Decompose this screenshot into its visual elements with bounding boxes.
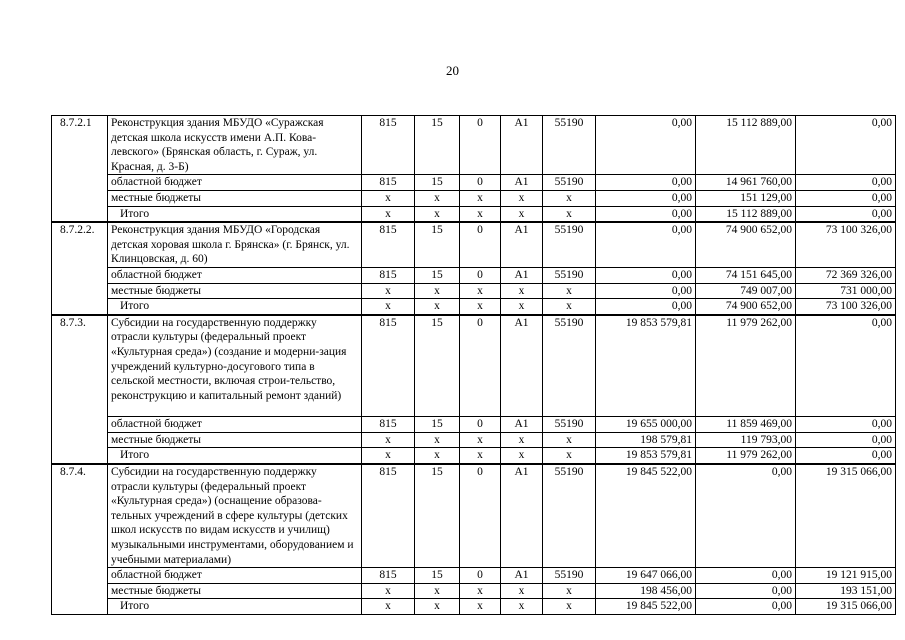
kbk-section-cell: х <box>415 432 460 448</box>
amount-3-cell: 72 369 326,00 <box>796 267 896 283</box>
amount-1-cell: 0,00 <box>596 267 696 283</box>
row-code-cell: 8.7.3. <box>52 315 108 464</box>
amount-1-cell: 19 845 522,00 <box>596 464 696 568</box>
table-row <box>52 417 896 433</box>
amount-2-cell: 74 900 652,00 <box>696 222 796 267</box>
kbk-subsection-cell: х <box>460 432 501 448</box>
row-name-cell: местные бюджеты <box>108 283 362 299</box>
amount-2-cell: 74 900 652,00 <box>696 299 796 315</box>
amount-2-cell: 0,00 <box>696 599 796 615</box>
kbk-ministry-cell: х <box>362 583 415 599</box>
kbk-subsection-cell: х <box>460 583 501 599</box>
kbk-target-cell: 55190 <box>543 175 596 191</box>
row-name-cell: Субсидии на государственную поддержку отрасли культуры (федеральный проект «Культурная среда») (оснащение образова-тельных учреждений в сфере культуры (детских школ искусств по видам искусств и училищ) музыкальными инструментами, оборудованием и учебными материалами) <box>108 464 362 568</box>
table-row <box>52 283 896 299</box>
kbk-ministry-cell: 815 <box>362 568 415 584</box>
kbk-ministry-cell: 815 <box>362 222 415 267</box>
kbk-ministry-cell: 815 <box>362 315 415 417</box>
kbk-target-cell: х <box>543 448 596 464</box>
kbk-ministry-cell: 815 <box>362 267 415 283</box>
kbk-section-cell: х <box>415 283 460 299</box>
table-row <box>52 206 896 222</box>
table-row <box>52 175 896 191</box>
row-name-cell: областной бюджет <box>108 417 362 433</box>
table-row <box>52 568 896 584</box>
kbk-target-cell: 55190 <box>543 315 596 417</box>
kbk-project-cell: A1 <box>501 568 543 584</box>
amount-2-cell: 14 961 760,00 <box>696 175 796 191</box>
table-row <box>52 299 896 315</box>
table-row <box>52 464 896 568</box>
row-code-cell: 8.7.2.1 <box>52 116 108 223</box>
row-name-cell: Реконструкция здания МБУДО «Городская детская хоровая школа г. Брянска» (г. Брянск, ул. Клинцовская, д. 60) <box>108 222 362 267</box>
kbk-section-cell: 15 <box>415 175 460 191</box>
kbk-section-cell: 15 <box>415 222 460 267</box>
row-name-cell: Субсидии на государственную поддержку отрасли культуры (федеральный проект «Культурная среда») (создание и модерни-зация учреждений культурно-досугового типа в сельской местности, включая строи-тельство, реконструкцию и капитальный ремонт зданий) <box>108 315 362 417</box>
kbk-project-cell: A1 <box>501 116 543 175</box>
amount-1-cell: 198 579,81 <box>596 432 696 448</box>
table-row <box>52 222 896 267</box>
row-code-cell: 8.7.4. <box>52 464 108 614</box>
amount-2-cell: 0,00 <box>696 464 796 568</box>
amount-3-cell: 0,00 <box>796 116 896 175</box>
amount-1-cell: 19 853 579,81 <box>596 315 696 417</box>
row-name-cell: областной бюджет <box>108 175 362 191</box>
amount-1-cell: 0,00 <box>596 283 696 299</box>
amount-2-cell: 119 793,00 <box>696 432 796 448</box>
kbk-subsection-cell: 0 <box>460 175 501 191</box>
kbk-subsection-cell: 0 <box>460 568 501 584</box>
kbk-subsection-cell: х <box>460 299 501 315</box>
kbk-project-cell: A1 <box>501 267 543 283</box>
amount-1-cell: 0,00 <box>596 206 696 222</box>
kbk-section-cell: 15 <box>415 116 460 175</box>
page-number: 20 <box>446 63 459 78</box>
amount-2-cell: 749 007,00 <box>696 283 796 299</box>
kbk-ministry-cell: х <box>362 190 415 206</box>
amount-1-cell: 0,00 <box>596 190 696 206</box>
kbk-ministry-cell: 815 <box>362 417 415 433</box>
table-row <box>52 599 896 615</box>
kbk-project-cell: х <box>501 190 543 206</box>
kbk-section-cell: х <box>415 599 460 615</box>
amount-2-cell: 15 112 889,00 <box>696 116 796 175</box>
kbk-section-cell: 15 <box>415 267 460 283</box>
kbk-project-cell: х <box>501 299 543 315</box>
kbk-ministry-cell: 815 <box>362 464 415 568</box>
table-row <box>52 190 896 206</box>
kbk-subsection-cell: 0 <box>460 222 501 267</box>
row-name-cell: областной бюджет <box>108 267 362 283</box>
amount-1-cell: 0,00 <box>596 222 696 267</box>
kbk-ministry-cell: х <box>362 448 415 464</box>
amount-1-cell: 19 647 066,00 <box>596 568 696 584</box>
kbk-ministry-cell: х <box>362 283 415 299</box>
kbk-project-cell: х <box>501 599 543 615</box>
kbk-subsection-cell: х <box>460 599 501 615</box>
kbk-ministry-cell: х <box>362 299 415 315</box>
amount-3-cell: 19 315 066,00 <box>796 464 896 568</box>
amount-2-cell: 11 859 469,00 <box>696 417 796 433</box>
row-name-cell: местные бюджеты <box>108 432 362 448</box>
kbk-subsection-cell: 0 <box>460 315 501 417</box>
kbk-subsection-cell: 0 <box>460 267 501 283</box>
kbk-project-cell: х <box>501 283 543 299</box>
table-row <box>52 116 896 175</box>
kbk-section-cell: х <box>415 299 460 315</box>
row-name-cell: местные бюджеты <box>108 583 362 599</box>
kbk-project-cell: х <box>501 583 543 599</box>
table-row <box>52 448 896 464</box>
kbk-ministry-cell: х <box>362 599 415 615</box>
amount-3-cell: 0,00 <box>796 315 896 417</box>
kbk-project-cell: х <box>501 206 543 222</box>
amount-3-cell: 0,00 <box>796 190 896 206</box>
row-name-cell: Итого <box>108 206 362 222</box>
table-row <box>52 267 896 283</box>
table-body <box>52 116 896 615</box>
kbk-target-cell: 55190 <box>543 417 596 433</box>
row-name-cell: Итого <box>108 599 362 615</box>
amount-2-cell: 11 979 262,00 <box>696 448 796 464</box>
amount-3-cell: 193 151,00 <box>796 583 896 599</box>
amount-1-cell: 19 853 579,81 <box>596 448 696 464</box>
kbk-section-cell: 15 <box>415 417 460 433</box>
kbk-target-cell: 55190 <box>543 568 596 584</box>
kbk-target-cell: х <box>543 432 596 448</box>
amount-2-cell: 15 112 889,00 <box>696 206 796 222</box>
amount-3-cell: 0,00 <box>796 448 896 464</box>
row-name-cell: Реконструкция здания МБУДО «Суражская детская школа искусств имени А.П. Кова-левского» (Брянская область, г. Сураж, ул. Красная, д. 3-Б) <box>108 116 362 175</box>
kbk-ministry-cell: 815 <box>362 175 415 191</box>
kbk-section-cell: х <box>415 190 460 206</box>
row-code-cell: 8.7.2.2. <box>52 222 108 315</box>
amount-1-cell: 19 845 522,00 <box>596 599 696 615</box>
amount-2-cell: 151 129,00 <box>696 190 796 206</box>
kbk-section-cell: 15 <box>415 568 460 584</box>
table-row <box>52 583 896 599</box>
amount-1-cell: 0,00 <box>596 175 696 191</box>
kbk-subsection-cell: 0 <box>460 464 501 568</box>
amount-1-cell: 0,00 <box>596 299 696 315</box>
kbk-section-cell: х <box>415 206 460 222</box>
amount-3-cell: 0,00 <box>796 206 896 222</box>
kbk-subsection-cell: 0 <box>460 417 501 433</box>
kbk-project-cell: A1 <box>501 464 543 568</box>
amount-3-cell: 19 315 066,00 <box>796 599 896 615</box>
amount-3-cell: 0,00 <box>796 417 896 433</box>
amount-2-cell: 0,00 <box>696 583 796 599</box>
kbk-target-cell: 55190 <box>543 222 596 267</box>
row-name-cell: Итого <box>108 299 362 315</box>
kbk-section-cell: х <box>415 448 460 464</box>
kbk-ministry-cell: х <box>362 432 415 448</box>
amount-1-cell: 19 655 000,00 <box>596 417 696 433</box>
amount-2-cell: 11 979 262,00 <box>696 315 796 417</box>
amount-3-cell: 0,00 <box>796 175 896 191</box>
table-row <box>52 315 896 417</box>
kbk-project-cell: х <box>501 448 543 464</box>
kbk-section-cell: 15 <box>415 315 460 417</box>
kbk-ministry-cell: 815 <box>362 116 415 175</box>
amount-2-cell: 0,00 <box>696 568 796 584</box>
amount-1-cell: 198 456,00 <box>596 583 696 599</box>
kbk-target-cell: 55190 <box>543 464 596 568</box>
kbk-project-cell: A1 <box>501 417 543 433</box>
amount-1-cell: 0,00 <box>596 116 696 175</box>
kbk-subsection-cell: х <box>460 448 501 464</box>
kbk-project-cell: A1 <box>501 315 543 417</box>
kbk-target-cell: х <box>543 206 596 222</box>
kbk-subsection-cell: х <box>460 206 501 222</box>
amount-3-cell: 731 000,00 <box>796 283 896 299</box>
kbk-project-cell: A1 <box>501 222 543 267</box>
amount-3-cell: 0,00 <box>796 432 896 448</box>
amount-2-cell: 74 151 645,00 <box>696 267 796 283</box>
row-name-cell: областной бюджет <box>108 568 362 584</box>
kbk-section-cell: х <box>415 583 460 599</box>
row-name-cell: местные бюджеты <box>108 190 362 206</box>
amount-3-cell: 19 121 915,00 <box>796 568 896 584</box>
row-name-cell: Итого <box>108 448 362 464</box>
table-row <box>52 432 896 448</box>
kbk-project-cell: A1 <box>501 175 543 191</box>
kbk-target-cell: х <box>543 583 596 599</box>
kbk-target-cell: х <box>543 190 596 206</box>
kbk-subsection-cell: 0 <box>460 116 501 175</box>
kbk-target-cell: х <box>543 299 596 315</box>
kbk-subsection-cell: х <box>460 283 501 299</box>
budget-table <box>51 115 896 615</box>
kbk-target-cell: х <box>543 283 596 299</box>
amount-3-cell: 73 100 326,00 <box>796 299 896 315</box>
kbk-target-cell: 55190 <box>543 267 596 283</box>
kbk-target-cell: х <box>543 599 596 615</box>
kbk-ministry-cell: х <box>362 206 415 222</box>
amount-3-cell: 73 100 326,00 <box>796 222 896 267</box>
kbk-project-cell: х <box>501 432 543 448</box>
kbk-section-cell: 15 <box>415 464 460 568</box>
kbk-subsection-cell: х <box>460 190 501 206</box>
kbk-target-cell: 55190 <box>543 116 596 175</box>
